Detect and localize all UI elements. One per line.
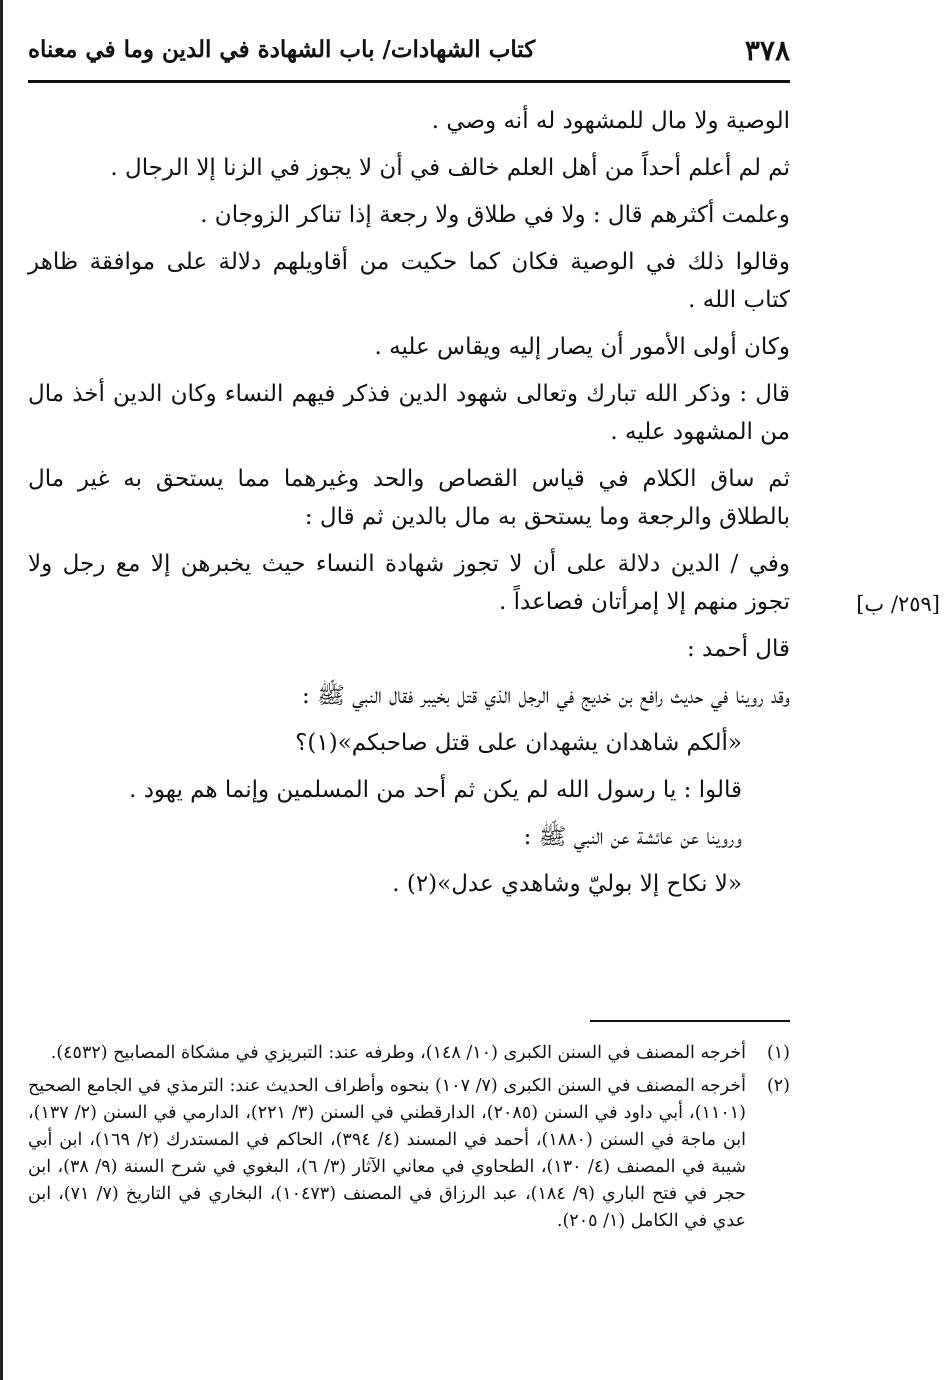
paragraph: ثم لم أعلم أحداً من أهل العلم خالف في أن لا يجوز في الزنا إلا الرجال . (110, 155, 790, 181)
paragraph: وقالوا ذلك في الوصية فكان كما حكيت من أقاويلهم دلالة على موافقة ظاهر كتاب الله . (28, 249, 790, 313)
paragraph: وكان أولى الأمور أن يصار إليه ويقاس عليه . (374, 334, 790, 360)
paragraph: الوصية ولا مال للمشهود له أنه وصي . (431, 108, 790, 134)
running-title: كتاب الشهادات/ باب الشهادة في الدين وما في معناه (28, 36, 536, 63)
paragraph: وفي / الدين دلالة على أن لا تجوز شهادة النساء حيث يخبرهن إلا مع رجل ولا تجوز منهم إلا إمرأتان فصاعداً . (28, 551, 790, 615)
footnote (28, 1040, 790, 1067)
hadith-quote: «لا نكاح إلا بوليّ وشاهدي عدل»(٢) . (392, 871, 742, 897)
paragraph: قالوا : يا رسول الله لم يكن ثم أحد من المسلمين وإنما هم يهود . (129, 777, 742, 803)
manuscript-folio-marker: [٢٥٩/ ب] (856, 592, 940, 616)
paragraph: قال أحمد : (686, 636, 790, 662)
hadith-quote: «ألكم شاهدان يشهدان على قتل صاحبكم»(١)؟ (295, 730, 742, 756)
footnotes (28, 1040, 790, 1241)
page-number: ٣٧٨ (744, 34, 790, 67)
scan-edge-shadow (0, 0, 3, 1380)
page-header (28, 30, 790, 74)
footnote-text: أخرجه المصنف في السنن الكبرى (١٠/ ١٤٨)، وطرفه عند: التبريزي في مشكاة المصابيح (٤٥٣٢). (50, 1043, 746, 1063)
paragraph: وعلمت أكثرهم قال : ولا في طلاق ولا رجعة إذا تناكر الزوجان . (200, 202, 790, 228)
footnote-number: (٢) (766, 1076, 790, 1096)
footnote (28, 1073, 790, 1235)
paragraph: قال : وذكر الله تبارك وتعالى شهود الدين فذكر فيهم النساء وكان الدين أخذ مال من المشهود عليه . (28, 381, 790, 445)
paragraph: وروينا عن عائشة عن النبي ﷺ : (523, 824, 742, 850)
paragraph: وقد روينا في حديث رافع بن خديج في الرجل الذي قتل بخيبر فقال النبي ﷺ : (302, 683, 790, 709)
footnote-number: (١) (766, 1043, 790, 1063)
footnote-separator (590, 1020, 790, 1022)
header-rule (28, 80, 790, 83)
main-text (28, 102, 790, 912)
paragraph: ثم ساق الكلام في قياس القصاص والحد وغيرهما مما يستحق به غير مال بالطلاق والرجعة وما يستحق به مال بالدين ثم قال : (28, 466, 790, 530)
footnote-text: أخرجه المصنف في السنن الكبرى (٧/ ١٠٧) بنحوه وأطراف الحديث عند: الترمذي في الجامع الصحيح (١١٠١)، أبي داود في السنن (٢٠٨٥)، الدارقطني في السنن (٣/ ٢٢١)، الدارمي في السنن (٢/ ١٣٧)، ابن ماجة في السنن (١٨٨٠)، أحمد في المسند (٤/ ٣٩٤)، الحاكم في المستدرك (٢/ ١٦٩)، ابن أبي شيبة في المصنف (٤/ ١٣٠)، الطحاوي في معاني الآثار (٣/ ٦)، البغوي في شرح السنة (٩/ ٣٨)، ابن حجر في فتح الباري (٩/ ١٨٤)، عبد الرزاق في المصنف (١٠٤٧٣)، البخاري في التاريخ (٧/ ٧١)، ابن عدي في الكامل (١/ ٢٠٥). (28, 1076, 747, 1231)
